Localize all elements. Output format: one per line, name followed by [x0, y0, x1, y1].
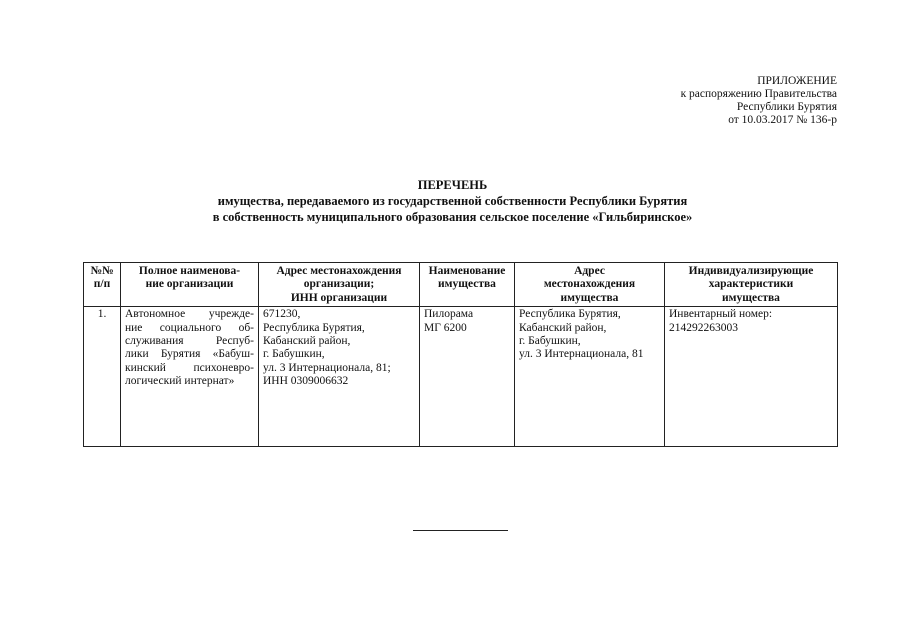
appendix-reference: к распоряжению Правительства	[680, 88, 837, 100]
cell-number: 1.	[84, 307, 121, 447]
table-row	[84, 307, 838, 447]
appendix-reference-body: Республики Бурятия	[736, 101, 837, 113]
header-org-address: Адрес местонахождения организации; ИНН организации	[259, 263, 420, 307]
appendix-date-number: от 10.03.2017 № 136-р	[728, 114, 837, 126]
cell-org-name: Автономное учрежде- ние социального об- служивания Респуб- лики Бурятия «Бабуш- кинский психоневро- логический интернат»	[121, 307, 259, 447]
header-org-name: Полное наименова- ние организации	[121, 263, 259, 307]
title-line-1: имущества, передаваемого из государственной собственности Республики Бурятия	[217, 194, 688, 208]
table-header-row	[84, 263, 838, 307]
document-title	[0, 177, 905, 225]
cell-org-address: 671230, Республика Бурятия, Кабанский район, г. Бабушкин, ул. 3 Интернационала, 81; ИНН 0309006632	[259, 307, 420, 447]
title-line-2: в собственность муниципального образования сельское поселение «Гильбиринское»	[212, 210, 693, 224]
header-property-name: Наименование имущества	[420, 263, 515, 307]
header-characteristics: Индивидуализирующие характеристики имущества	[665, 263, 838, 307]
cell-property-address: Республика Бурятия, Кабанский район, г. Бабушкин, ул. 3 Интернационала, 81	[515, 307, 665, 447]
header-number: №№ п/п	[84, 263, 121, 307]
end-divider	[413, 530, 508, 531]
cell-characteristics: Инвентарный номер: 214292263003	[665, 307, 838, 447]
property-table	[83, 262, 838, 447]
cell-property-name: Пилорама МГ 6200	[420, 307, 515, 447]
title-heading: ПЕРЕЧЕНЬ	[417, 178, 488, 192]
appendix-title: ПРИЛОЖЕНИЕ	[757, 75, 837, 87]
appendix-block	[681, 75, 837, 127]
header-property-address: Адрес местонахождения имущества	[515, 263, 665, 307]
